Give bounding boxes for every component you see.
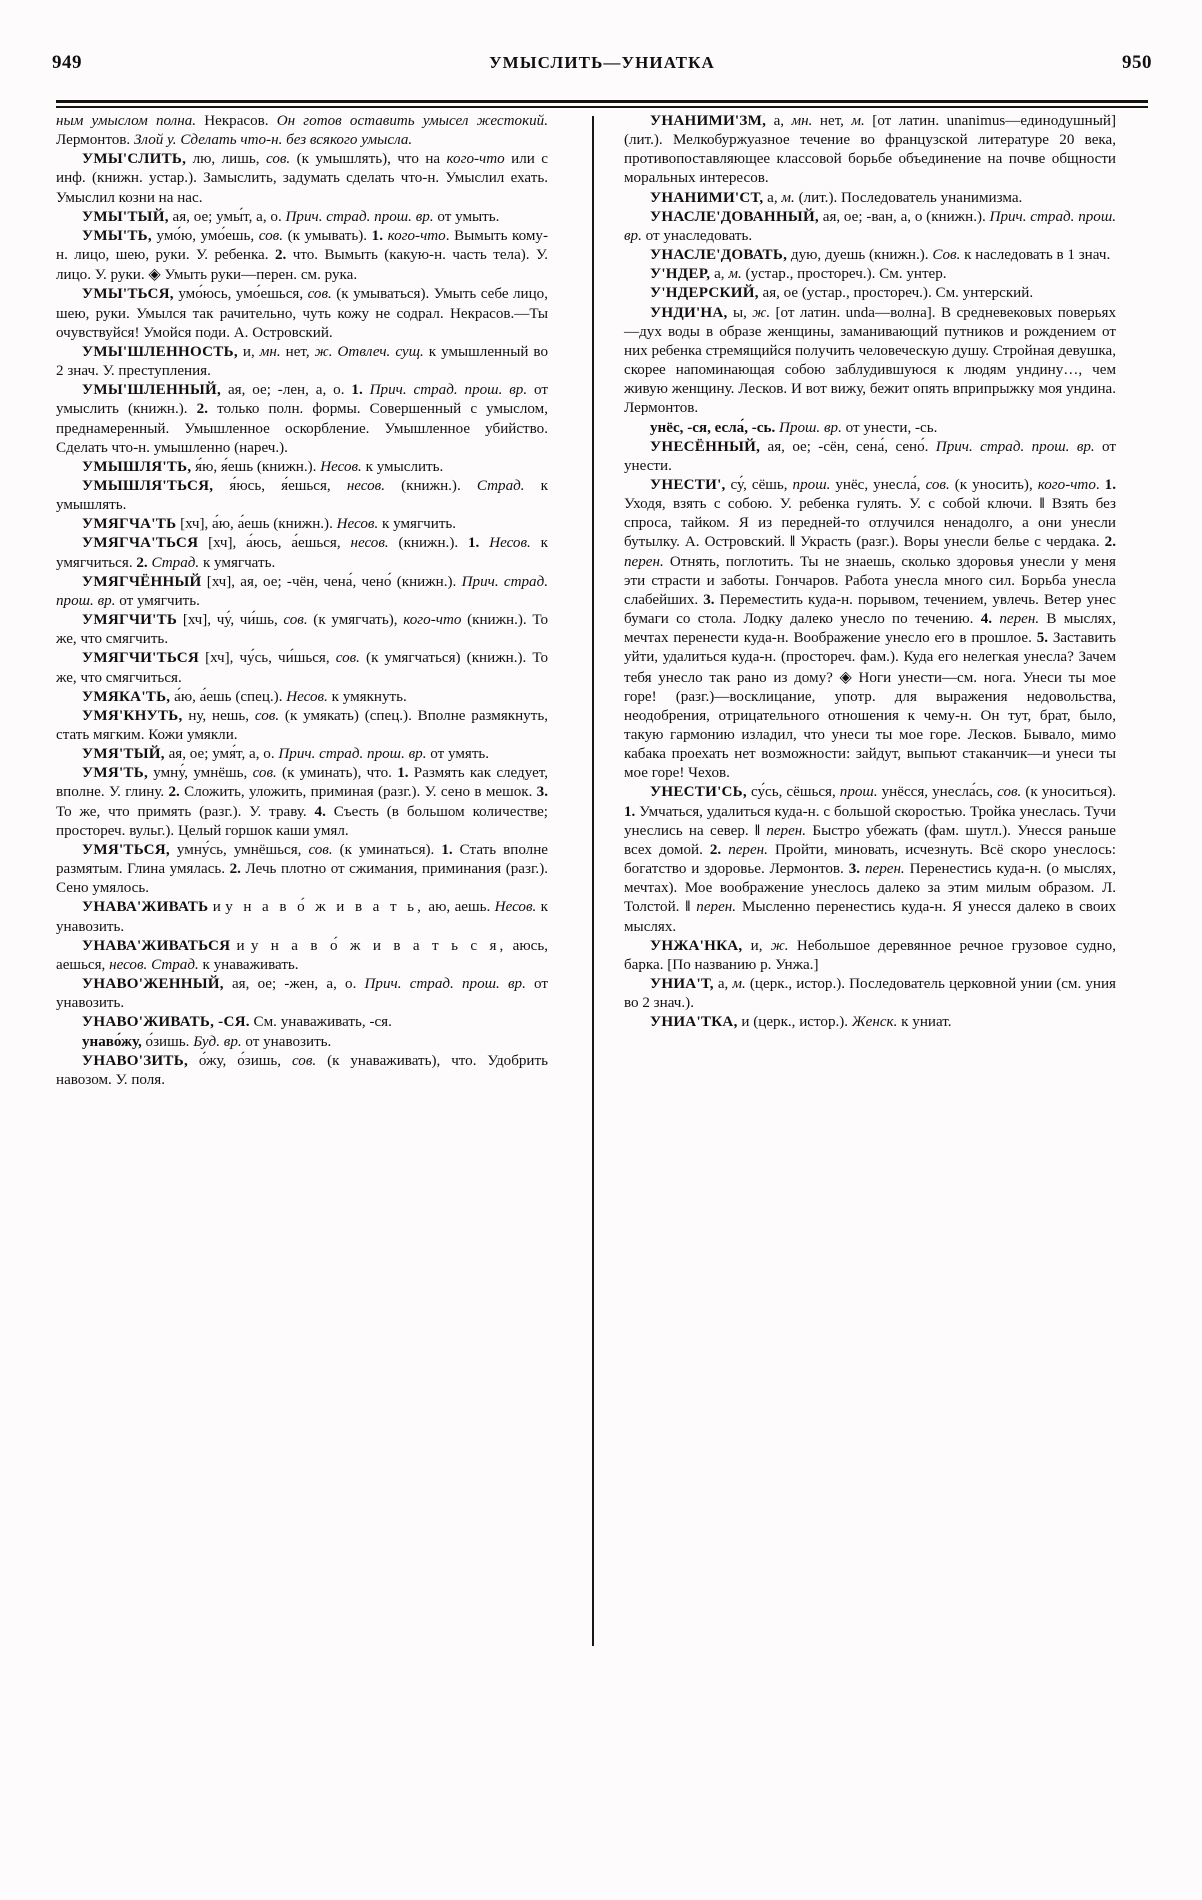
dictionary-entry bbox=[56, 937, 548, 975]
entry-headword-lowercase: унёс, -ся, есла́, -сь. bbox=[650, 419, 776, 436]
dictionary-entry bbox=[624, 476, 1116, 784]
entry-body: Прош. вр. от унести, -сь. bbox=[779, 419, 938, 436]
entry-body: [хч], чу́сь, чи́шься, сов. (к умягчаться) (книжн.). То же, что смягчиться. bbox=[56, 650, 549, 686]
entry-headword: УНАВО'ЖИВАТЬ, -СЯ. bbox=[82, 1014, 250, 1031]
dictionary-entry bbox=[624, 937, 1116, 975]
entry-body: а́ю, а́ешь (спец.). Несов. к умякнуть. bbox=[170, 688, 407, 705]
entry-body: умну́сь, умнёшься, сов. (к уминаться). 1. Стать вполне размятым. Глина умялась. 2. Лечь плотно от сжимания, приминания (разг.). Сено умялось. bbox=[56, 841, 549, 897]
entry-headword: УНИА'ТКА, bbox=[650, 1014, 738, 1031]
dictionary-entry bbox=[624, 783, 1116, 936]
entry-headword: УМЯГЧИ'ТЬСЯ bbox=[82, 650, 200, 667]
entry-body: умо́юсь, умо́ешься, сов. (к умываться). Умыть себе лицо, шею, руки. Умылся так рачительно, чуть кожу не содрал. Некрасов.—Ты очувствуйся! Умойся поди. А. Островский. bbox=[56, 286, 549, 341]
carryover-roman-2: Лермонтов. bbox=[56, 132, 134, 149]
dictionary-entry bbox=[56, 611, 548, 649]
dictionary-entry bbox=[56, 975, 548, 1013]
entry-headword: УМЫШЛЯ'ТЬСЯ, bbox=[82, 477, 214, 494]
dictionary-entry bbox=[624, 189, 1116, 208]
entry-headword: УМЯ'КНУТЬ, bbox=[82, 707, 183, 724]
entry-headword: УМЫШЛЯ'ТЬ, bbox=[82, 458, 192, 475]
entry-variant-spaced: у н а в о́ ж и в а т ь с я, bbox=[250, 937, 507, 954]
entry-headword: УМЫ'ТЫЙ, bbox=[82, 208, 169, 225]
dictionary-entry bbox=[56, 764, 548, 841]
dictionary-entry bbox=[56, 208, 548, 227]
dictionary-entry bbox=[624, 246, 1116, 265]
entry-headword: УНЕСТИ'СЬ, bbox=[650, 784, 747, 801]
dictionary-entry bbox=[56, 573, 548, 611]
dictionary-entry bbox=[56, 285, 548, 342]
entry-body: и, ж. Небольшое деревянное речное грузовое судно, барка. [По названию р. Унжа.] bbox=[624, 937, 1116, 973]
entry-headword: У'НДЕР, bbox=[650, 266, 711, 283]
entry-headword: УМЯГЧИ'ТЬ bbox=[82, 612, 178, 629]
entry-body: о́жу, о́зишь, сов. (к унаваживать), что. Удобрить навозом. У. поля. bbox=[56, 1052, 548, 1088]
entry-headword: УНАВО'ЖЕННЫЙ, bbox=[82, 976, 224, 993]
entry-grammar: лю, лишь, bbox=[186, 151, 266, 168]
entry-body: дую, дуешь (книжн.). Сов. к наследовать в 1 знач. bbox=[787, 247, 1111, 264]
carryover-italic-1: ным умыслом полна. bbox=[56, 113, 197, 129]
entry-headword: УНАВО'ЗИТЬ, bbox=[82, 1052, 188, 1069]
dictionary-entry bbox=[624, 1013, 1116, 1032]
entry-body: о́зишь. Буд. вр. от унавозить. bbox=[141, 1033, 332, 1050]
entry-body: умну́, умнёшь, сов. (к уминать), что. 1. Размять как следует, вполне. У. глину. 2. Сложить, уложить, приминая (разг.). У. сено в мешок. 3. То же, что примять (разг.). У. траву. 4. Съесть (в большом количестве; простореч. вульг.). Целый горшок каши умял. bbox=[56, 765, 549, 839]
entry-body: су́сь, сёшься, прош. унёсся, унесла́сь, сов. (к уноситься). 1. Умчаться, удалиться куда-н. с большой скоростью. Тройка унеслась. Тучи унеслись на север. ‖ перен. Быстро убежать (фам. шутл.). Унесся раньше всех домой. 2. перен. Пройти, миновать, исчезнуть. Всё скоро унеслось: богатство и здоровье. Лермонтов. 3. перен. Перенестись куда-н. (о мыслях, мечтах). Мое воображение унеслось далеко за этим милым образом. Л. Толстой. ‖ перен. Мысленно перенестись куда-н. Я унесся далеко в своих мыслях. bbox=[624, 784, 1116, 935]
entry-headword: УМЫ'СЛИТЬ, bbox=[82, 151, 187, 168]
entry-headword: УМЯ'ТЬСЯ, bbox=[82, 841, 170, 858]
dictionary-entry bbox=[624, 265, 1116, 284]
entry-body: ая, ое; -сён, сена́, сено́. Прич. страд. прош. вр. от унести. bbox=[624, 438, 1116, 474]
dictionary-entry bbox=[56, 458, 548, 477]
entry-body: См. унаваживать, -ся. bbox=[249, 1014, 392, 1031]
entry-body: ая, ое; -лен, а, о. 1. Прич. страд. прош. вр. от умыслить (книжн.). 2. только полн. формы. Совершенный с умыслом, преднамеренный. Умышленное оскорбление. Умышленное убийство. Сделать что-н. умышленно (нареч.). bbox=[56, 382, 548, 456]
entry-body: ая, ое; умы́т, а, о. Прич. страд. прош. вр. от умыть. bbox=[168, 208, 500, 225]
entry-headword: УМЫ'ШЛЕННЫЙ, bbox=[82, 382, 222, 399]
entry-body: (к умышлять), что на кого-что или с инф. (книжн. устар.). Замыслить, задумать сделать что-н. Умыслил ехать. Умыслил козни на нас. bbox=[56, 151, 548, 206]
entry-body: [хч], а́ю, а́ешь (книжн.). Несов. к умягчить. bbox=[176, 516, 457, 533]
dictionary-entry bbox=[56, 707, 548, 745]
entry-headword: УНАСЛЕ'ДОВАННЫЙ, bbox=[650, 208, 819, 225]
entry-headword: УНЕСЁННЫЙ, bbox=[650, 438, 761, 455]
dictionary-entry bbox=[56, 515, 548, 534]
entry-body: я́ю, я́ешь (книжн.). Несов. к умыслить. bbox=[191, 458, 444, 475]
folio-left: 949 bbox=[52, 52, 82, 73]
right-column bbox=[624, 112, 1116, 1812]
dictionary-entry bbox=[624, 112, 1116, 189]
carryover-italic-2: Он готов оставить умысел жестокий. bbox=[276, 113, 548, 129]
entry-variant-spaced: у н а в о́ ж и в а т ь, bbox=[225, 899, 425, 916]
dictionary-entry bbox=[56, 1033, 548, 1052]
entry-variant-conjunction: и bbox=[208, 899, 226, 916]
entry-body: а, м. (церк., истор.). Последователь церковной унии (см. уния во 2 знач.). bbox=[624, 976, 1116, 1012]
entry-headword-lowercase: унаво́жу, bbox=[82, 1033, 142, 1050]
column-container bbox=[56, 112, 1148, 1812]
entry-body: ая, ое; умя́т, а, о. Прич. страд. прош. вр. от умять. bbox=[164, 746, 490, 763]
folio-right: 950 bbox=[1122, 52, 1152, 73]
entry-headword: УМЫ'ТЬ, bbox=[82, 227, 152, 244]
entry-body: а, м. (лит.). Последователь унанимизма. bbox=[763, 189, 1023, 206]
dictionary-entry bbox=[56, 477, 548, 515]
entry-body: ну, нешь, сов. (к умякать) (спец.). Вполне размякнуть, стать мягким. Кожи умякли. bbox=[56, 707, 548, 743]
entry-headword: УМЫ'ШЛЕННОСТЬ, bbox=[82, 343, 238, 360]
dictionary-entry bbox=[56, 381, 548, 458]
entry-body: су́, сёшь, прош. унёс, унесла́, сов. (к уносить), кого-что. 1. Уходя, взять с собою. У. ребенка гулять. У. с собой ключи. ‖ Взять без спроса, тайком. Я из передней-то отлучился ненадолго, а они унесли бутылку. А. Островский. ‖ Украсть (разг.). Воры унесли белье с чердака. 2. перен. Отнять, поглотить. Ты не знаешь, сколько здоровья унесли у меня эти страсти и заботы. Гончаров. Работа унесла много сил. Борьба унесла слабейших. 3. Переместить куда-н. порывом, течением, увлечь. Ветер унес бумаги со стола. Лодку далеко унесло по течению. 4. перен. В мыслях, мечтах перенести куда-н. Воображение унесло его в прошлое. 5. Заставить уйти, удалиться куда-н. (простореч. фам.). Куда его нелегкая унесла? Зачем тебя унесло так рано из дому? ◈ Ноги унести—см. нога. Унеси ты мое горе! (разг.)—восклицание, употр. для выражения недовольства, неодобрения, отрицательного отношения к чему-н. Он тут, брат, было, такую гармонию изладил, что унеси ты мое горе. Лесков. Бывало, мимо кабака проехать нет возможности: зайдут, выпьют стаканчик—и унеси ты мое горе! Чехов. bbox=[624, 476, 1117, 782]
entry-body: [хч], а́юсь, а́ешься, несов. (книжн.). 1. Несов. к умягчиться. 2. Страд. к умягчать. bbox=[56, 535, 548, 571]
dictionary-entry bbox=[624, 304, 1116, 419]
entry-body: [хч], ая, ое; -чён, чена́, чено́ (книжн.). Прич. страд. прош. вр. от умягчить. bbox=[56, 573, 548, 609]
entry-headword: УНИА'Т, bbox=[650, 976, 714, 993]
entry-body: [хч], чу́, чи́шь, сов. (к умягчать), кого-что (книжн.). То же, что смягчить. bbox=[56, 612, 548, 648]
dictionary-entry bbox=[624, 438, 1116, 476]
entry-headword: УМЯКА'ТЬ, bbox=[82, 688, 171, 705]
entry-body: аю, аешь. Несов. к унавозить. bbox=[56, 899, 549, 935]
entry-headword: УНАСЛЕ'ДОВАТЬ, bbox=[650, 247, 788, 264]
entry-body: а, мн. нет, м. [от латин. unanimus—единодушный] (лит.). Мелкобуржуазное течение во французской литературе 20 века, противопоставляющее классовой борьбе объединение на почве общности моральных интересов. bbox=[624, 113, 1116, 187]
carryover-paragraph bbox=[56, 112, 548, 150]
entry-headword: У'НДЕРСКИЙ, bbox=[650, 285, 759, 302]
entry-headword: УМЯГЧЁННЫЙ bbox=[82, 573, 202, 590]
dictionary-entry bbox=[56, 343, 548, 381]
entry-headword: УНАНИМИ'СТ, bbox=[650, 189, 764, 206]
entry-headword: УНЕСТИ', bbox=[650, 476, 726, 493]
entry-body: ы, ж. [от латин. unda—волна]. В средневековых поверьях—дух воды в образе женщины, заманивающий путников и рождением от них ребенка стремящийся получить человеческую душу. Стройная девушка, скорее напоминающая собою заблудившуюся к людям ундину…, чем живую женщину. Лесков. И вот вижу, бежит опять вприпрыжку моя ундина. Лермонтов. bbox=[624, 304, 1117, 417]
entry-body: и, мн. нет, ж. Отвлеч. сущ. к умышленный во 2 знач. У. преступления. bbox=[56, 343, 548, 380]
entry-headword: УНАВА'ЖИВАТЬСЯ bbox=[82, 937, 231, 954]
dictionary-entry bbox=[56, 150, 548, 207]
dictionary-entry bbox=[624, 419, 1116, 438]
entry-headword: УНАНИМИ'ЗМ, bbox=[650, 113, 767, 129]
dictionary-entry bbox=[624, 975, 1116, 1013]
dictionary-entry bbox=[56, 1052, 548, 1090]
entry-body: ая, ое; -ван, а, о (книжн.). Прич. страд. прош. вр. от унаследовать. bbox=[624, 208, 1116, 244]
column-divider bbox=[592, 116, 594, 1646]
dictionary-entry bbox=[624, 208, 1116, 246]
carryover-italic-3: Злой у. Сделать что-н. без всякого умысла. bbox=[133, 132, 413, 149]
dictionary-entry bbox=[56, 534, 548, 572]
entry-headword: УМЯ'ТЬ, bbox=[82, 765, 148, 782]
entry-body: умо́ю, умо́ешь, сов. (к умывать). 1. кого-что. Вымыть кому-н. лицо, шею, руки. У. ребенка. 2. что. Вымыть (какую-н. часть тела). У. лицо. У. руки. ◈ Умыть руки—перен. см. рука. bbox=[56, 227, 549, 284]
entry-label: сов. bbox=[266, 151, 291, 168]
running-head-title: УМЫСЛИТЬ—УНИАТКА bbox=[489, 53, 715, 72]
entry-body: а, м. (устар., простореч.). См. унтер. bbox=[710, 266, 947, 283]
entry-headword: УНАВА'ЖИВАТЬ bbox=[82, 899, 209, 916]
entry-body: ая, ое; -жен, а, о. Прич. страд. прош. вр. от унавозить. bbox=[56, 976, 548, 1012]
entry-headword: УМЯГЧА'ТЬ bbox=[82, 516, 177, 533]
dictionary-entry bbox=[56, 649, 548, 687]
running-head bbox=[52, 52, 1152, 78]
dictionary-entry bbox=[56, 841, 548, 898]
dictionary-entry bbox=[624, 284, 1116, 303]
header-rule bbox=[56, 100, 1148, 108]
entry-headword: УНДИ'НА, bbox=[650, 304, 728, 321]
entry-headword: УНЖА'НКА, bbox=[650, 937, 743, 954]
carryover-roman-1: Некрасов. bbox=[196, 113, 277, 129]
dictionary-entry bbox=[56, 1013, 548, 1032]
left-column bbox=[56, 112, 562, 1812]
entry-body: аюсь, аешься, несов. Страд. к унаваживать. bbox=[56, 937, 549, 973]
entry-body: я́юсь, я́ешься, несов. (книжн.). Страд. к умышлять. bbox=[56, 477, 548, 514]
entry-body: и (церк., истор.). Женск. к униат. bbox=[737, 1014, 952, 1031]
entry-headword: УМЫ'ТЬСЯ, bbox=[82, 286, 174, 303]
entry-variant-conjunction: и bbox=[230, 937, 251, 954]
entry-body: ая, ое (устар., простореч.). См. унтерский. bbox=[758, 285, 1034, 302]
dictionary-entry bbox=[56, 898, 548, 936]
dictionary-entry bbox=[56, 745, 548, 764]
dictionary-entry bbox=[56, 688, 548, 707]
entry-headword: УМЯГЧА'ТЬСЯ bbox=[82, 535, 199, 552]
rule-thin bbox=[56, 106, 1148, 108]
dictionary-entry bbox=[56, 227, 548, 285]
entry-headword: УМЯ'ТЫЙ, bbox=[82, 746, 165, 763]
